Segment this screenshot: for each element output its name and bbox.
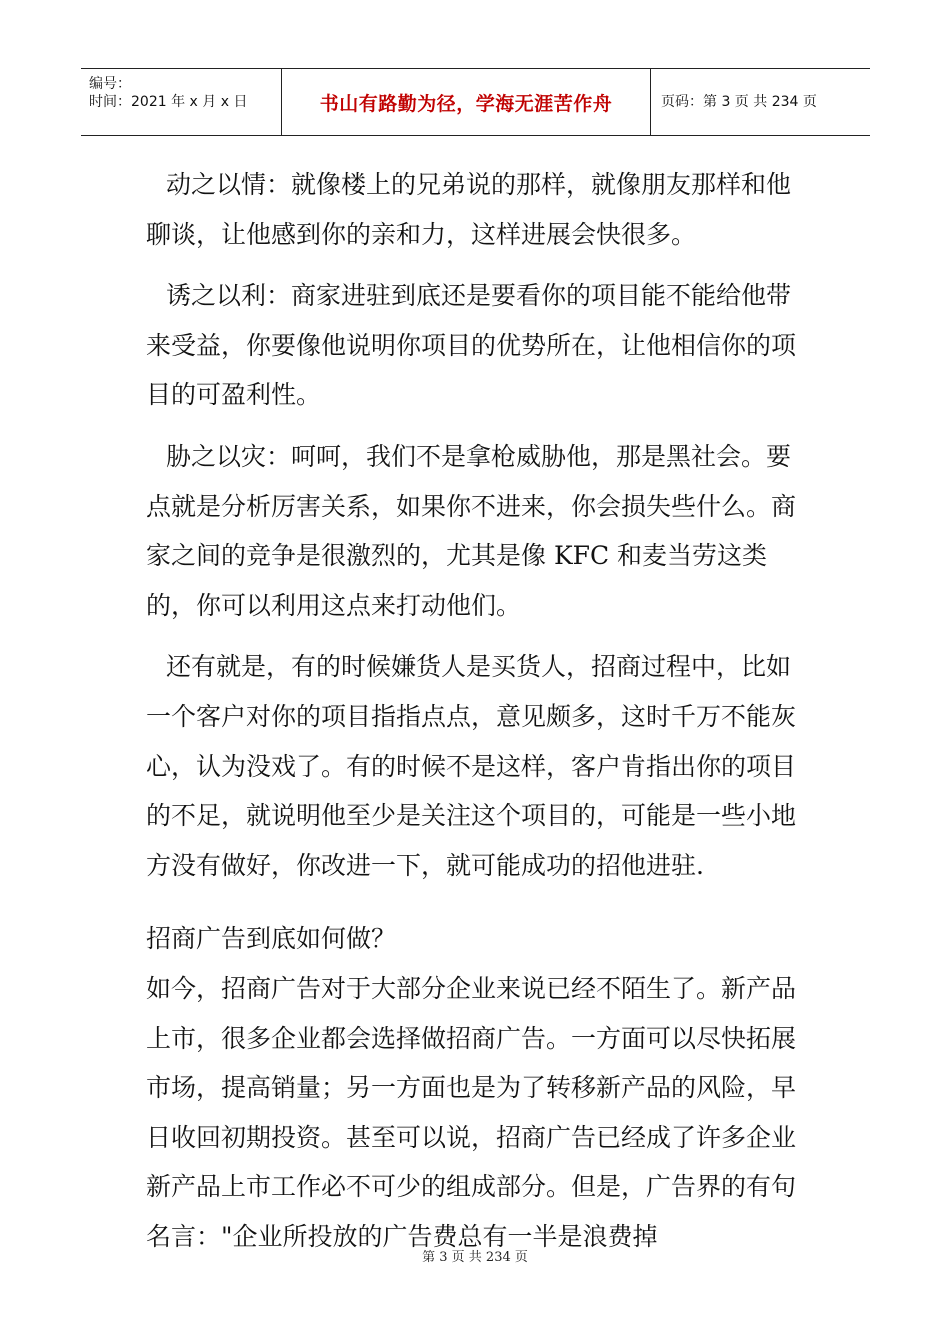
header-motto: 书山有路勤为径，学海无涯苦作舟 bbox=[319, 92, 613, 115]
header-meta-cell bbox=[81, 69, 282, 135]
document-number-label: 编号： bbox=[89, 76, 131, 92]
paragraph: 胁之以灾：呵呵，我们不是拿枪威胁他，那是黑社会。要点就是分析厉害关系，如果你不进来，你会损失些什么。商家之间的竞争是很激烈的，尤其是像 KFC 和麦当劳这类的，你可以利用这点来打动他们。 bbox=[146, 441, 797, 620]
section-body: 如今，招商广告对于大部分企业来说已经不陌生了。新产品上市，很多企业都会选择做招商广告。一方面可以尽快拓展市场，提高销量；另一方面也是为了转移新产品的风险，早日收回初期投资。甚至可以说，招商广告已经成了许多企业新产品上市工作必不可少的组成部分。但是，广告界的有句名言："企业所投放的广告费总有一半是浪费掉 bbox=[146, 973, 797, 1251]
header-page-cell bbox=[651, 69, 870, 135]
header-motto-cell bbox=[282, 69, 651, 135]
section-title: 招商广告到底如何做？ bbox=[146, 924, 397, 954]
header-page-info: 页码：第 3 页 共 234 页 bbox=[661, 94, 817, 110]
paragraph: 诱之以利：商家进驻到底还是要看你的项目能不能给他带来受益，你要像他说明你项目的优势所在，让他相信你的项目的可盈利性。 bbox=[146, 281, 797, 410]
document-header bbox=[81, 68, 870, 136]
paragraph: 动之以情：就像楼上的兄弟说的那样，就像朋友那样和他聊谈，让他感到你的亲和力，这样进展会快很多。 bbox=[146, 170, 792, 249]
document-body bbox=[146, 160, 810, 1261]
document-date: 时间：2021 年 x 月 x 日 bbox=[89, 94, 248, 110]
page-footer: 第 3 页 共 234 页 bbox=[422, 1250, 528, 1265]
paragraph: 还有就是，有的时候嫌货人是买货人，招商过程中，比如一个客户对你的项目指指点点，意见颇多，这时千万不能灰心，认为没戏了。有的时候不是这样，客户肯指出你的项目的不足，就说明他至少是关注这个项目的，可能是一些小地方没有做好，你改进一下，就可能成功的招他进驻. bbox=[146, 652, 797, 880]
